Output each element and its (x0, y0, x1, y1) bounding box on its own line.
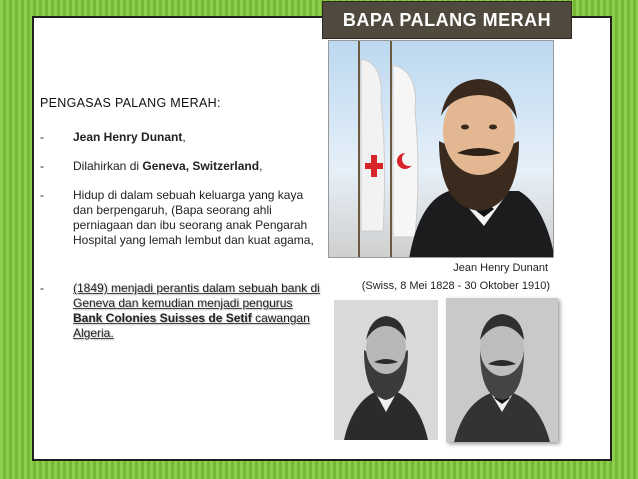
bullet-text (73, 130, 323, 145)
bold-text: Geneva, Switzerland (142, 159, 260, 173)
red-cross-icon (371, 155, 377, 177)
bullet-text (73, 159, 323, 174)
red-cross-flag (361, 59, 385, 231)
text-suffix: cawangan Algeria. (73, 311, 310, 340)
photo-right (446, 298, 558, 442)
title-banner (322, 1, 572, 39)
caption-dates: (Swiss, 8 Mei 1828 - 30 Oktober 1910) (361, 280, 550, 292)
bold-text: Bank Colonies Suisses de Setif (73, 311, 252, 325)
text-prefix: (1849) menjadi perantis dalam sebuah bank di Geneva dan kemudian menjadi pengurus (73, 281, 320, 310)
caption-name: Jean Henry Dunant (453, 262, 548, 274)
bullet-dash: - (40, 159, 44, 173)
photo-left (334, 300, 438, 440)
portrait-illustration (329, 41, 554, 258)
bullet-text: Hidup di dalam sebuah keluarga yang kaya dan berpengaruh, (Bapa seorang ahli perniagaan dan ibu seorang anak Pengarah Hospital yang lemah lembut dan kuat agama, (73, 188, 314, 247)
portrait-painting (328, 40, 554, 258)
slide-title: BAPA PALANG MERAH (342, 9, 552, 30)
red-crescent-flag (393, 65, 418, 237)
bullet-dash: - (40, 130, 44, 144)
section-heading: PENGASAS PALANG MERAH: (40, 96, 221, 110)
bold-text: Jean Henry Dunant (73, 130, 183, 144)
text-suffix: , (182, 130, 186, 144)
portrait-photo (446, 298, 558, 442)
portrait-photo (334, 300, 438, 440)
text-prefix: Dilahirkan di (73, 159, 143, 173)
bullet-dash: - (40, 188, 44, 202)
text-suffix: , (259, 159, 263, 173)
bullet-dash: - (40, 281, 44, 295)
bullet-text (73, 281, 323, 341)
